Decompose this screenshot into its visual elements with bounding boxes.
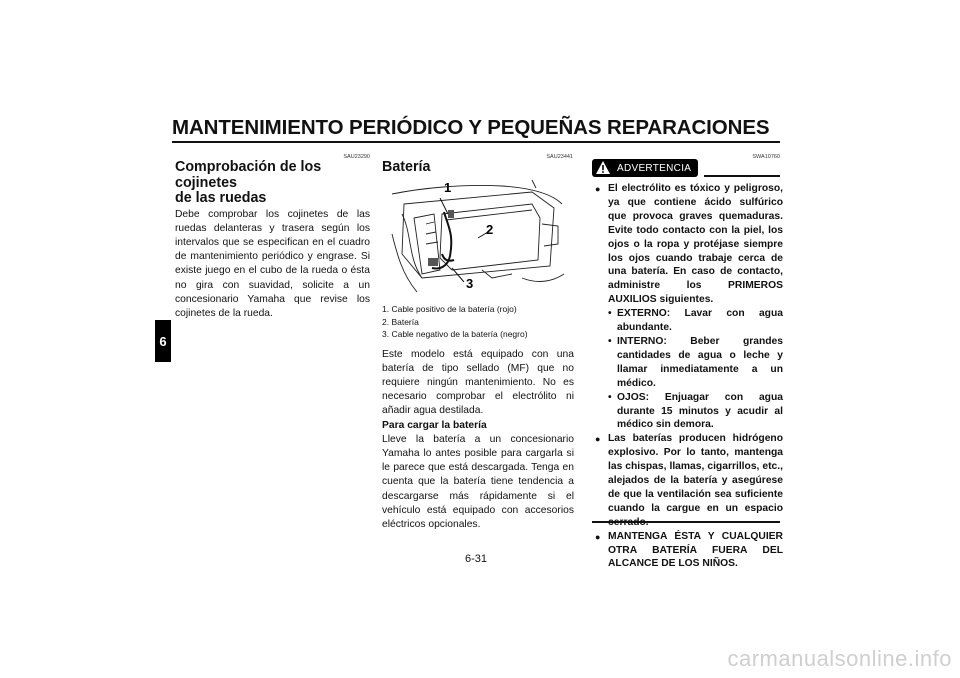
warning-item — [595, 432, 783, 529]
section-code-wheel-bearings: SAU23290 — [343, 154, 370, 160]
first-aid-item — [608, 391, 783, 433]
warning-bottom-rule — [592, 521, 780, 523]
warning-badge — [592, 159, 698, 177]
chapter-number: 6 — [159, 333, 167, 349]
page-number: 6-31 — [465, 553, 488, 565]
figure-captions — [382, 303, 574, 341]
warning-item-text: MANTENGA ÉSTA Y CUALQUIER OTRA BATERÍA FUERA DEL ALCANCE DE LOS NIÑOS. — [608, 530, 783, 570]
section-title-battery: Batería — [382, 159, 431, 175]
caption-item: 1. Cable positivo de la batería (rojo) — [382, 304, 517, 314]
middle-column — [382, 303, 574, 532]
warning-label: ADVERTENCIA — [617, 162, 692, 174]
page-title: MANTENIMIENTO PERIÓDICO Y PEQUEÑAS REPARACIONES — [172, 116, 770, 139]
first-aid-text: EXTERNO: Lavar con agua abundante. — [617, 308, 783, 334]
callout-1: 1 — [444, 180, 452, 195]
first-aid-text: INTERNO: Beber grandes cantidades de agua o leche y llamar inmediatamente a un médico. — [617, 335, 783, 389]
caption-item: 3. Cable negativo de la batería (negro) — [382, 329, 528, 339]
warning-code: SWA10760 — [752, 154, 780, 160]
title-line-1: Comprobación de los cojinetes — [175, 159, 322, 191]
first-aid-text: OJOS: Enjuagar con agua durante 15 minutos y acudir al médico sin demora. — [617, 391, 783, 431]
bullet-icon: ● — [595, 434, 601, 445]
header-rule — [172, 141, 780, 143]
warning-item-text: Las baterías producen hidrógeno explosivo. Por lo tanto, mantenga las chispas, llamas, cigarrillos, etc., alejados de la batería y asegúrese de que la ventilación sea suficiente cuando la cargue en un espacio — [608, 433, 783, 514]
chapter-tab — [155, 320, 171, 362]
first-aid-item — [608, 335, 783, 391]
bullet-icon: ● — [595, 531, 601, 542]
callout-3: 3 — [466, 276, 474, 291]
sub-bullet-icon: • — [608, 391, 612, 403]
section-title-wheel-bearings — [175, 160, 370, 207]
battery-illustration — [382, 174, 572, 298]
watermark: carmanualsonline.info — [727, 646, 952, 671]
section-code-battery: SAU23441 — [546, 154, 573, 160]
warning-top-rule — [704, 175, 780, 177]
left-column — [175, 160, 370, 321]
warning-item — [595, 530, 783, 572]
charging-paragraph: Lleve la batería a un concesionario Yamaha lo antes posible para cargarla si le parece que está descargada. Tenga en cuenta que la batería tiene tendencia a descargarse más rápidamente si el vehículo está equipado con accesorios eléctricos opcionales. — [382, 433, 574, 530]
warning-triangle-icon — [595, 160, 611, 176]
wheel-bearings-paragraph: Debe comprobar los cojinetes de las ruedas delanteras y trasera según los intervalos que se especifican en el cuadro de mantenimiento periódico y engrase. Si existe juego en el cubo de la rueda o ésta no gira con suavidad, solicite a un concesionario Yamaha que revise los cojinetes de la rueda. — [175, 208, 370, 319]
callout-2: 2 — [486, 222, 494, 237]
title-line-2: de las ruedas — [175, 190, 267, 206]
bullet-icon: ● — [595, 184, 601, 194]
warning-body — [595, 182, 783, 571]
battery-paragraph: Este modelo está equipado con una batería de tipo sellado (MF) que no requiere ningún mantenimiento. No es necesario comprobar el electrólito ni añadir agua destilada. — [382, 348, 574, 417]
warning-item — [595, 182, 783, 307]
battery-figure — [382, 174, 572, 298]
sub-bullet-icon: • — [608, 335, 612, 347]
charging-subheading: Para cargar la batería — [382, 419, 487, 431]
sub-bullet-icon: • — [608, 308, 612, 320]
warning-item-text: El electrólito es tóxico y peligroso, ya que contiene ácido sulfúrico que provoca graves quemaduras. Evite todo contacto con la piel, los ojos o la ropa y protéjase siempre los ojos cuando trabaje cerca de una batería. En caso de contacto, administre los PRIMEROS AUXILIOS siguientes. — [608, 183, 783, 306]
caption-item: 2. Batería — [382, 316, 419, 327]
first-aid-item — [608, 307, 783, 335]
